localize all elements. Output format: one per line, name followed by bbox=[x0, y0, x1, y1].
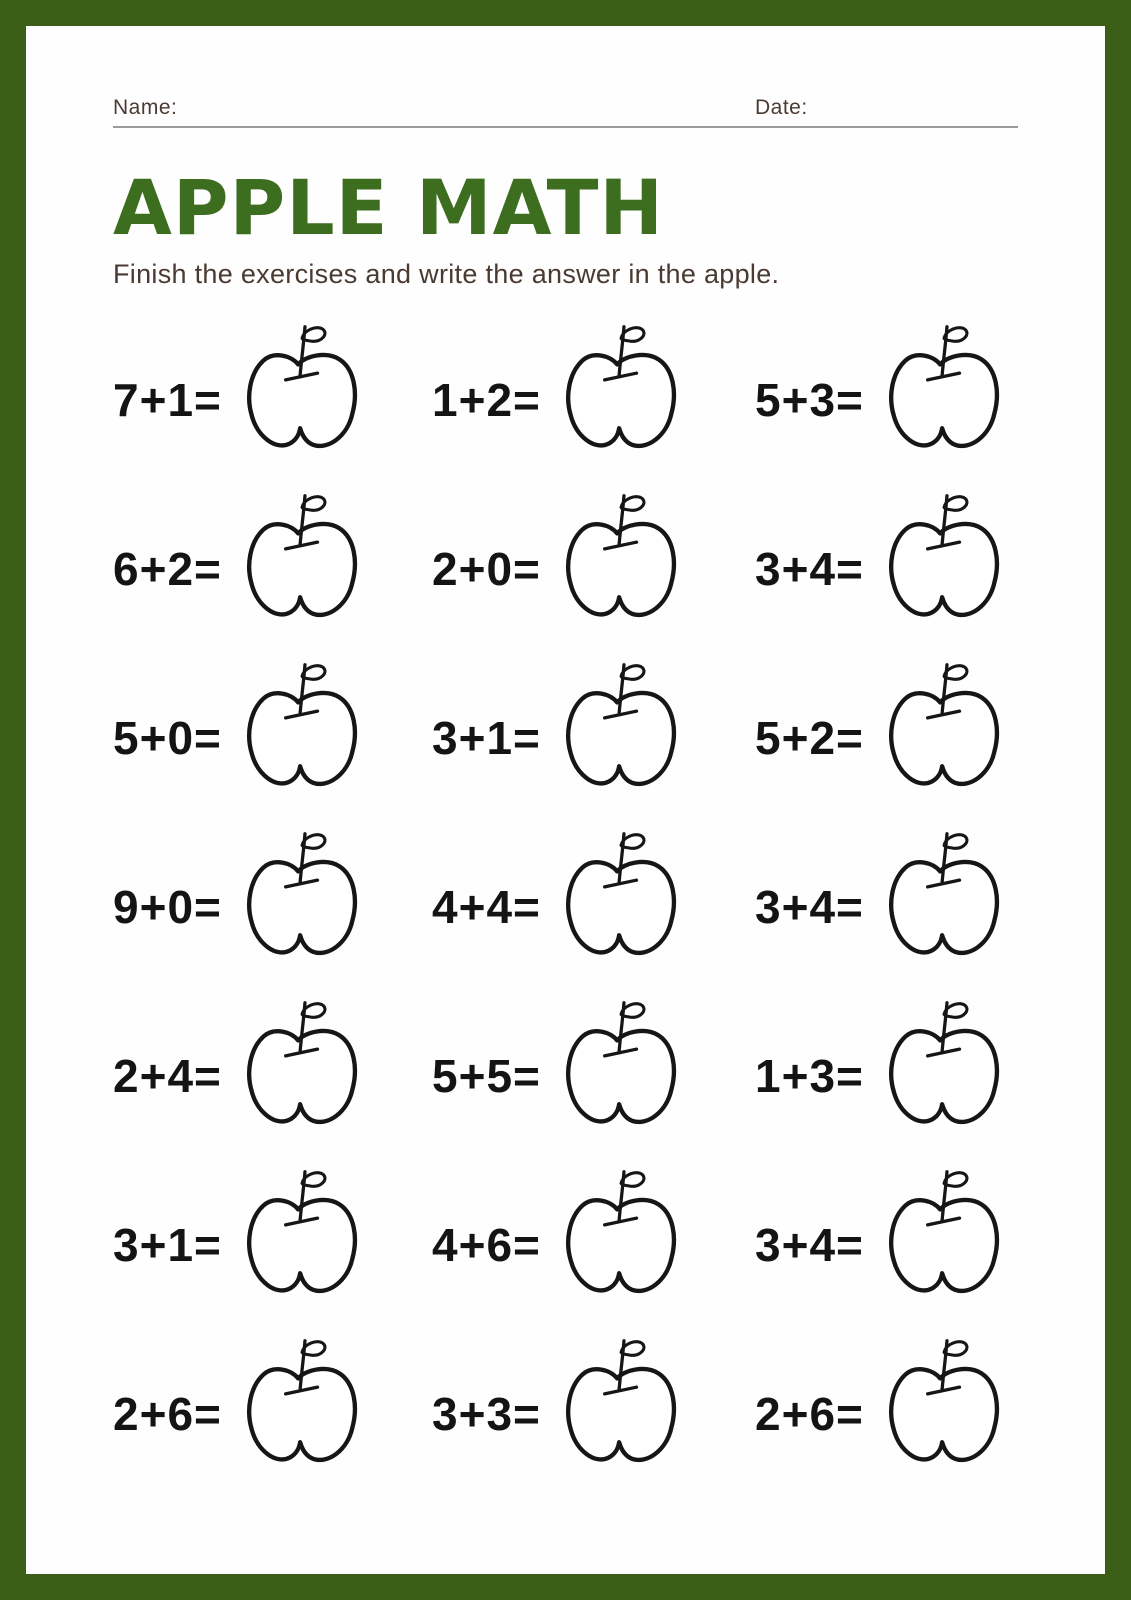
apple-answer-area[interactable] bbox=[241, 488, 367, 633]
apple-answer-area[interactable] bbox=[560, 826, 686, 971]
exercise-label: 3+1= bbox=[113, 1219, 222, 1272]
exercise-cell bbox=[432, 992, 755, 1161]
exercise-cell bbox=[755, 1161, 1018, 1330]
apple-answer-area[interactable] bbox=[883, 319, 1009, 464]
apple-outline-icon bbox=[560, 1333, 686, 1478]
exercise-label: 3+1= bbox=[432, 712, 541, 765]
exercise-label: 9+0= bbox=[113, 881, 222, 934]
apple-outline-icon bbox=[241, 319, 367, 464]
date-label: Date: bbox=[755, 96, 808, 119]
apple-answer-area[interactable] bbox=[560, 319, 686, 464]
exercise-label: 5+5= bbox=[432, 1050, 541, 1103]
apple-outline-icon bbox=[560, 657, 686, 802]
apple-answer-area[interactable] bbox=[883, 488, 1009, 633]
exercise-label: 5+3= bbox=[755, 374, 864, 427]
apple-answer-area[interactable] bbox=[560, 1333, 686, 1478]
exercise-label: 3+4= bbox=[755, 881, 864, 934]
apple-answer-area[interactable] bbox=[241, 1333, 367, 1478]
exercise-label: 5+2= bbox=[755, 712, 864, 765]
instructions-text: Finish the exercises and write the answer in the apple. bbox=[113, 258, 780, 289]
exercise-cell bbox=[755, 485, 1018, 654]
apple-answer-area[interactable] bbox=[883, 657, 1009, 802]
apple-outline-icon bbox=[883, 319, 1009, 464]
exercise-cell bbox=[755, 316, 1018, 485]
apple-outline-icon bbox=[241, 1164, 367, 1309]
apple-answer-area[interactable] bbox=[241, 995, 367, 1140]
name-label: Name: bbox=[113, 96, 178, 119]
apple-outline-icon bbox=[560, 995, 686, 1140]
apple-outline-icon bbox=[241, 826, 367, 971]
exercise-cell bbox=[113, 1161, 432, 1330]
apple-outline-icon bbox=[560, 1164, 686, 1309]
apple-outline-icon bbox=[560, 488, 686, 633]
exercise-label: 3+4= bbox=[755, 1219, 864, 1272]
apple-answer-area[interactable] bbox=[883, 995, 1009, 1140]
apple-outline-icon bbox=[241, 488, 367, 633]
exercise-label: 4+4= bbox=[432, 881, 541, 934]
exercise-cell bbox=[432, 485, 755, 654]
name-date-line bbox=[113, 96, 1018, 128]
exercise-grid bbox=[113, 316, 1018, 1499]
apple-outline-icon bbox=[560, 319, 686, 464]
exercise-cell bbox=[432, 316, 755, 485]
apple-answer-area[interactable] bbox=[883, 826, 1009, 971]
exercise-cell bbox=[113, 823, 432, 992]
apple-answer-area[interactable] bbox=[560, 488, 686, 633]
exercise-label: 5+0= bbox=[113, 712, 222, 765]
exercise-label: 4+6= bbox=[432, 1219, 541, 1272]
exercise-cell bbox=[755, 654, 1018, 823]
page-title: APPLE MATH bbox=[113, 163, 665, 252]
exercise-label: 3+3= bbox=[432, 1388, 541, 1441]
exercise-cell bbox=[113, 485, 432, 654]
exercise-cell bbox=[432, 1330, 755, 1499]
apple-answer-area[interactable] bbox=[241, 657, 367, 802]
exercise-label: 2+6= bbox=[755, 1388, 864, 1441]
apple-outline-icon bbox=[241, 1333, 367, 1478]
apple-outline-icon bbox=[241, 995, 367, 1140]
apple-answer-area[interactable] bbox=[560, 1164, 686, 1309]
exercise-label: 1+3= bbox=[755, 1050, 864, 1103]
exercise-label: 7+1= bbox=[113, 374, 222, 427]
exercise-cell bbox=[755, 992, 1018, 1161]
apple-answer-area[interactable] bbox=[241, 1164, 367, 1309]
apple-answer-area[interactable] bbox=[560, 657, 686, 802]
exercise-cell bbox=[432, 823, 755, 992]
exercise-label: 2+4= bbox=[113, 1050, 222, 1103]
exercise-label: 3+4= bbox=[755, 543, 864, 596]
exercise-label: 2+0= bbox=[432, 543, 541, 596]
exercise-cell bbox=[755, 1330, 1018, 1499]
apple-answer-area[interactable] bbox=[241, 319, 367, 464]
exercise-cell bbox=[113, 654, 432, 823]
exercise-label: 1+2= bbox=[432, 374, 541, 427]
exercise-cell bbox=[113, 316, 432, 485]
apple-outline-icon bbox=[883, 995, 1009, 1140]
apple-outline-icon bbox=[883, 1164, 1009, 1309]
apple-outline-icon bbox=[883, 657, 1009, 802]
apple-outline-icon bbox=[883, 826, 1009, 971]
exercise-label: 2+6= bbox=[113, 1388, 222, 1441]
exercise-label: 6+2= bbox=[113, 543, 222, 596]
apple-answer-area[interactable] bbox=[241, 826, 367, 971]
exercise-cell bbox=[432, 654, 755, 823]
worksheet-sheet bbox=[26, 26, 1105, 1574]
exercise-cell bbox=[755, 823, 1018, 992]
apple-outline-icon bbox=[241, 657, 367, 802]
apple-answer-area[interactable] bbox=[883, 1333, 1009, 1478]
apple-outline-icon bbox=[883, 1333, 1009, 1478]
exercise-cell bbox=[113, 992, 432, 1161]
apple-answer-area[interactable] bbox=[560, 995, 686, 1140]
exercise-cell bbox=[113, 1330, 432, 1499]
apple-outline-icon bbox=[560, 826, 686, 971]
exercise-cell bbox=[432, 1161, 755, 1330]
apple-answer-area[interactable] bbox=[883, 1164, 1009, 1309]
apple-outline-icon bbox=[883, 488, 1009, 633]
